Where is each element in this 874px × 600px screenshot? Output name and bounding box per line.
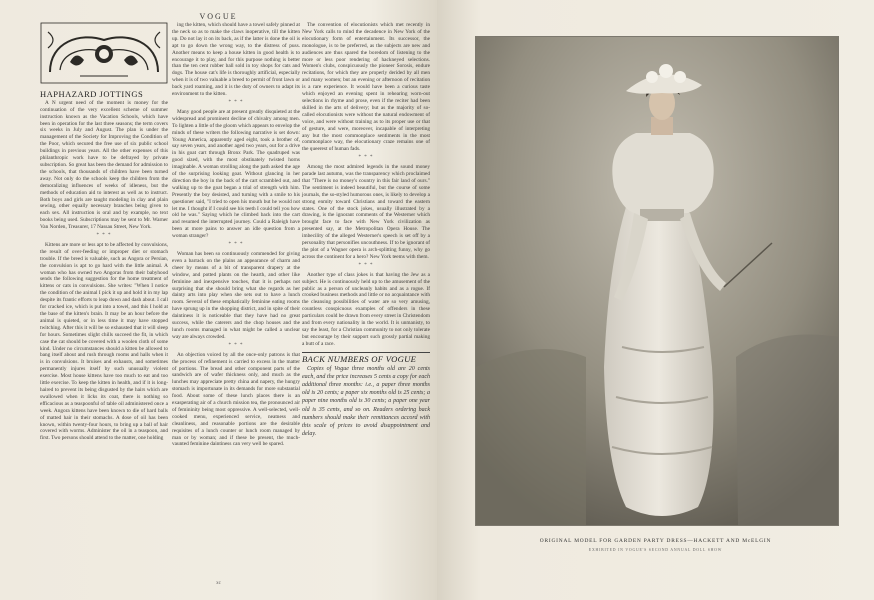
section-divider: * * * xyxy=(228,99,244,105)
right-page xyxy=(437,0,874,600)
column-2 xyxy=(172,22,300,450)
paragraph: An objection voiced by all the once-only patrons is that the process of refinement is carried to excess in the matter of portions. The bread and other component parts of the sandwich are of wafer thickness only, and much as the lunches may appreciate pretty china and napery, the hungry stomach is importunate in its demands for more substantial food. About some of these lunch places there is an exasperating air of a church mission tea, the pronounced air of femininity being most oppressive. A well-selected, well-cooked menu, experienced service, neatness and cleanliness, and reasonable portions are the desirable requisites of a lunch counter or lunch room managed by man or by woman; and if these be present, the much-vaunted feminine daintiness can very well be spared. xyxy=(172,351,300,448)
back-numbers-notice xyxy=(302,352,430,439)
section-divider: * * * xyxy=(228,342,244,348)
back-numbers-body: Copies of Vogue three months old are 20 cents each, and the price increases 5 cents a copy for each additional three months: i.e., a paper three months old is 20 cents; a paper six months old is 25 cents; a paper nine months old is 30 cents; a paper one year old is 35 cents, and so on. Readers ordering back numbers should make their remittances accord with this scale of prices to avoid disappointment and delay. xyxy=(302,365,430,438)
paragraph: Another type of class jokes is that having the Jew as a subject. He is continuously held up to the amusement of the public as a person of uncleanly habits and as a rogue. If crooked business methods and little or no acquaintance with the cleansing possibilities of water are so very amusing, countless conspicuous examples of offenders in these particulars could be drawn from every street in Christendom and from every nationality in the world. It is unmanisty, to say the least, for a Christian community to not only tolerate but encourage by their support such grossly partial making a butt of a race. xyxy=(302,271,430,347)
section-divider: * * * xyxy=(358,155,374,161)
fashion-photograph xyxy=(475,36,839,526)
woman-in-garden-dress-illustration xyxy=(476,37,838,525)
ornamental-header-illustration xyxy=(40,22,168,84)
paragraph: The convention of elocutionists which met recently in New York calls to mind the decadence in New York of the elocutionary form of entertainment. Its successor, the monologue, is to be preferred, as the subjects are new and audiences are thus spared the boredom of listening to the more or less poor rendering of hackneyed selections. Women's clubs, conspicuously the pioneer Sorosis, endure recitations, for which they are properly derided by all men and many women; but an evening or afternoon of recitation is a rare experience. It would have been a curious taste which enjoyed an evening spent in rehearing worn-out selections in rhyme and prose, even if the reciter had been skilled in the arts of delivery; but as the majority of so-called elocutionists were without the natural endowment of voice, and were without training as to its proper use or that of gesture, and were, moreover, incapable of interpreting any but the most commonplace sentiments in the most commonplace way, the elocutionary craze remains one of the queerest of human fads. xyxy=(302,22,430,153)
column-3 xyxy=(302,22,430,440)
paragraph: Woman has been so continuously commended for giving even a barrack on the plains an appearance of charm and cheer by means of a bit of transparent drapery at the window, and potted plants on the hearth, and other like feminine and inexpensive touches, that it is perhaps not surprising that she should bring what she regards as her dainty arts into play when she sets out to have a lunch room. Several of these emphatically feminine eating rooms have sprung up in the shopping district, and in spite of their daintiness it is noticeable that they have had no great success, while the caterers and the chop houses and the lunch rooms managed in what might be called a unclear way are always crowded. xyxy=(172,251,300,340)
section-title: HAPHAZARD JOTTINGS xyxy=(40,88,144,99)
column-1 xyxy=(40,22,168,444)
paragraph: Among the most admired legends in the sound money parade last autumn, was the transparency which proclaimed that "There is no money's country in this fair land of ours." The sentiment is indeed beautiful, but the course of some journals, the so-styled humorous ones, is likely to develop a strong enmity toward Christians and toward the eastern states. One of the stock jokes, usually illustrated by a drawing, is the ignorant comments of the Westerner which brought face to face with New York civilization as presented say, at the Metropolitan Opera House. The imbecility of the alleged Westerner's speech is set off by a personality that personifies uncouthness. If to be ignorant of the plot of a Wagner opera is arch-splitting funny, why go across the continent for a hero? New York teems with them. xyxy=(302,164,430,260)
running-head: VOGUE xyxy=(199,12,238,21)
section-divider: * * * xyxy=(96,233,112,239)
photo-caption: ORIGINAL MODEL FOR GARDEN PARTY DRESS—HACKETT AND McELGIN xyxy=(539,538,772,544)
paragraph: ing the kitten, which should have a towel safely pinned at the neck so as to make the claws inoperative, till the kitten up. Do not lay it on its back, as if the latter is done the oil is apt to go down the wrong way, to the distress of puss. Another means to keep a house kitten in good health is to encourage it to play, and for this purpose nothing is better than the ten cent rubber ball sold in toy shops for cats and dogs. The house cat's life is thoroughly artificial, especially when it is of two valuable a breed to permit of front lawn or back yard roaming, and it is the duty of owners to adapt its environment to the kitten. xyxy=(172,22,300,98)
back-numbers-title: BACK NUMBERS OF VOGUE xyxy=(302,353,417,364)
paragraph: A N urgent need of the moment is money for the continuation of the very excellent scheme of summer instruction known as the Vacation Schools, which have been in operation for the last three seasons; the term covers six weeks in July and August. The plan is under the management of the Society for Improving the Condition of the Poor, which secured the free use of six public school buildings in previous years. All the other expenses of this philanthropic work have to be defrayed by private subscription. So great has been the demand for admission to the schools, that thousands of children have been turned away. Not only do the schools keep the children from the demoralizing influences of weeks of idleness, but the methods of education aid to interest as well as to instruct. Both boys and girls are taught modeling in clay and plain sewing, other equally necessary branches being given to each sex. All instruction is oral and by example, no text books being used. Subscriptions may be sent to Mr. Warner Van Norden, Treasurer, 17 Nassau Street, New York. xyxy=(40,99,168,231)
page-number: xc xyxy=(216,581,221,586)
section-divider: * * * xyxy=(228,242,244,248)
paragraph: Many good people are at present greatly disquieted at the widespread and prominent decline of chivalry among men. To lighten a little of the gloom which appears to envelop the minds of these writers the following narrative is set down: Young America, apparently aged eight, took a brother of, say seven years, and another aged two years, out for a drive in his goat cart through Bronx Park. The quadruped was good sized, with the most obstinately twisted horns imaginable. A woman strolling along the path asked the age of the surprising looking goat. Without glancing in her direction the boy in the back of the cart scrambled out, and walking up to the goat began a trial of strength with him. Presently the boy desisted, and turning with a smile to his questioner said, "I tried to open his mouth but he would not let me. I thought if I could see his teeth I could tell you how old he was." Saying which he climbed back into the cart and resumed the interrupted journey. Could a Raleigh have been at more pains to answer an idle question from a woman stranger? xyxy=(172,108,300,240)
paragraph: Kittens are more or less apt to be affected by convulsions, the result of over-feeding or improper diet or stomach trouble. If the breed is valuable, such as Angora or Persian, the convulsion is apt to go hard with the little animal. A woman who has owned two Angoras from their babyhood sends the following suggestion for the home treatment of kittens or cats in convulsions. She writes: "When I notice the condition of the animal I pick it up and hold it in my lap despite its frantic efforts to leap down and dash about. I call for cracked ice, which is put into a towel, and this I hold at the base of the kitten's brain. It may be an hour before the animal is quieted, or in less time it may have stopped twitching. After this it will be so exhausted that it will sleep for hours. Sometimes slight chills succeed the fit, in which case the cat should be covered with a woolen cloth of some kind. Under no circumstances should a kitten be allowed to bang itself about and rush through rooms and halls when it is in convulsions. It bruises and exhausts, and sometimes permanently injures itself by such unusually violent exercise. Most house kittens have too much to eat and too little exercise. To keep the kitten in health, and if it is long-haired to prevent its being disgusted by the hairs which are swallowed when it licks its coat, there is nothing so efficacious as a teaspoonful of table oil administered once a week. Angora kittens have been known to die of hard balls of matted hair in their stomachs. A dose of oil has been known, within twenty-four hours, to bring up a ball of hair covered with worms. Administer the oil in a teaspoon, and first. Two persons should attend to the matter, one holding xyxy=(40,241,168,442)
section-divider: * * * xyxy=(358,262,374,268)
photo-subcaption: EXHIBITED IN VOGUE'S SECOND ANNUAL DOLL SHOW xyxy=(588,548,723,552)
